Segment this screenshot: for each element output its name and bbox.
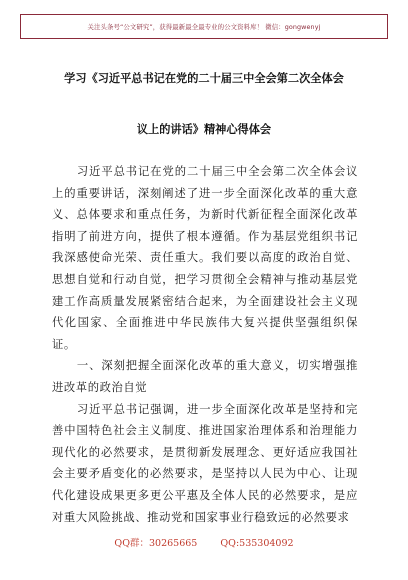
body-paragraph-section-1: 习近平总书记强调，进一步全面深化改革是坚持和完善中国特色社会主义制度、推进国家治理体系和治理能力现代化的必然要求，是贯彻新发展理念、更好适应我国社会主要矛盾变化的必然要求，是坚持以人民为中心、让现代化建设成果更多更公平惠及全体人民的必然要求，是应对重大风险挑战、推动党和国家事业行稳致远的必然要求 (52, 402, 358, 524)
document-title-line-2: 议上的讲话》精神心得体会 (136, 123, 272, 136)
banner-text: 关注头条号“公文研究”，获得最新最全最专业的公文资料库！ 微信：gongwenyj (87, 23, 321, 31)
section-heading-1: 一、深刻把握全面深化改革的重大意义，切实增强推进改革的政治自觉 (52, 359, 358, 394)
footer-contact (0, 535, 408, 549)
footer-qq-group: QQ群：30265665 (114, 538, 198, 549)
body-paragraph-intro: 习近平总书记在党的二十届三中全会第二次全体会议上的重要讲话，深刻阐述了进一步全面深化改革的重大意义、总体要求和重点任务，为新时代新征程全面深化改革指明了前进方向，提供了根本遵循。作为基层党组织书记我深感使命光荣、责任重大。我们要以高度的政治自觉、思想自觉和行动自觉，把学习贯彻全会精神与推动基层党建工作高质量发展紧密结合起来，为全面建设社会主义现代化国家、全面推进中华民族伟大复兴提供坚强组织保证。 (52, 165, 358, 351)
footer-qq-number: QQ:535304092 (220, 538, 294, 549)
header-banner (20, 14, 388, 39)
document-body (52, 161, 358, 528)
document-title-line-1: 学习《习近平总书记在党的二十届三中全会第二次全体会 (64, 72, 344, 85)
